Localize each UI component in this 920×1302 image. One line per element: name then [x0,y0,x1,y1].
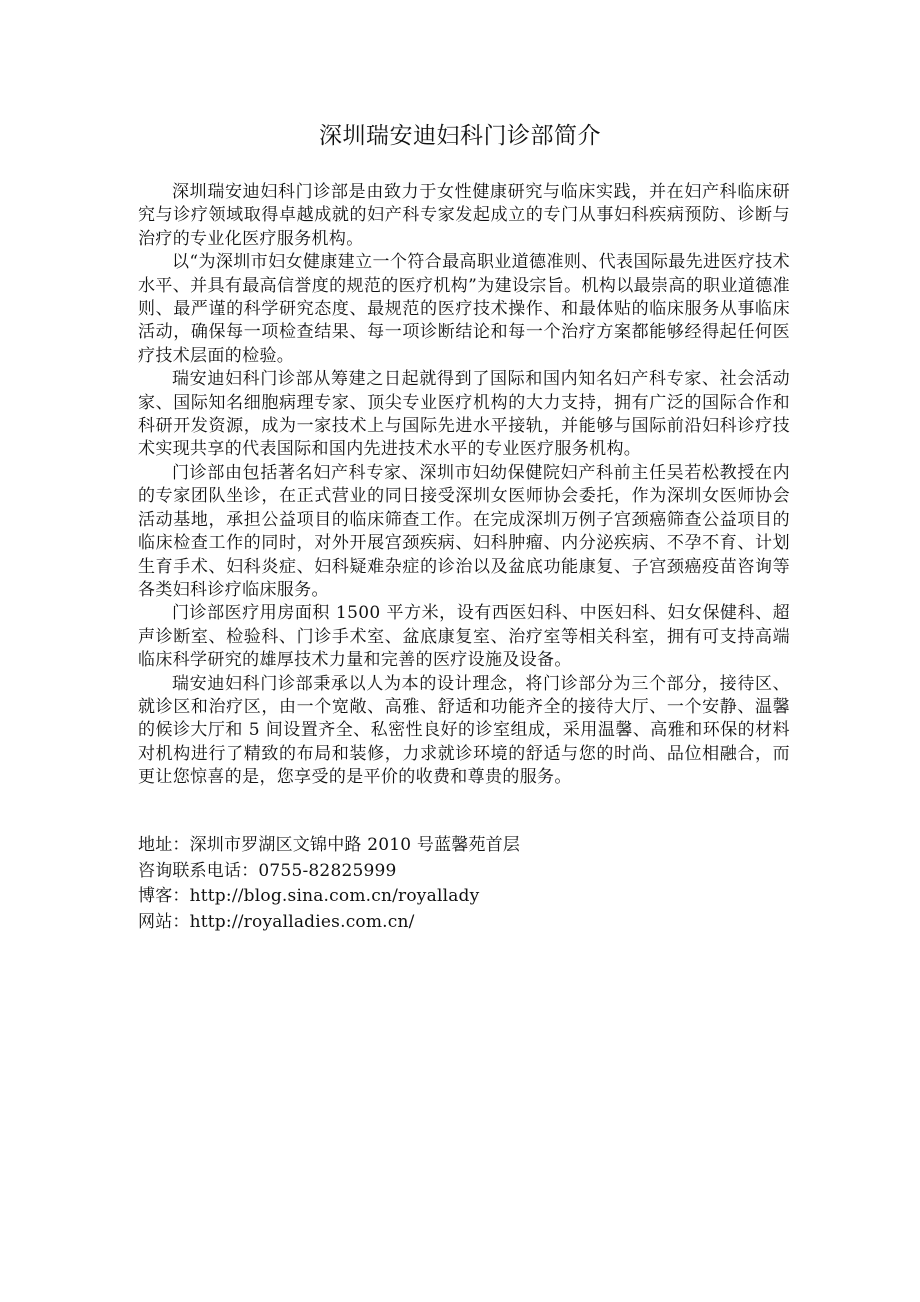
paragraph-design: 瑞安迪妇科门诊部秉承以人为本的设计理念，将门诊部分为三个部分，接待区、就诊区和治疗区，由一个宽敞、高雅、舒适和功能齐全的接待大厅、一个安静、温馨的候诊大厅和 5 间设置齐全、私密性良好的诊室组成，采用温馨、高雅和环保的材料对机构进行了精致的布局和装修，力求就诊环境的舒适与您的时尚、品位相融合，而更让您惊喜的是，您享受的是平价的收费和尊贵的服务。 [138,673,790,788]
paragraph-facilities: 门诊部医疗用房面积 1500 平方米，设有西医妇科、中医妇科、妇女保健科、超声诊断室、检验科、门诊手术室、盆底康复室、治疗室等相关科室，拥有可支持高端临床科学研究的雄厚技术力量和完善的医疗设施及设备。 [138,603,790,671]
intro-body [138,181,790,790]
paragraph-experts: 门诊部由包括著名妇产科专家、深圳市妇幼保健院妇产科前主任吴若松教授在内的专家团队坐诊，在正式营业的同日接受深圳女医师协会委托，作为深圳女医师协会活动基地，承担公益项目的临床筛查工作。在完成深圳万例子宫颈癌筛查公益项目的临床检查工作的同时，对外开展宫颈疾病、妇科肿瘤、内分泌疾病、不孕不育、计划生育手术、妇科炎症、妇科疑难杂症的诊治以及盆底功能康复、子宫颈癌疫苗咨询等各类妇科诊疗临床服务。 [138,462,790,600]
address-line: 地址：深圳市罗湖区文锦中路 2010 号蓝馨苑首层 [138,835,521,855]
website-line: 网站：http://royalladies.com.cn/ [138,911,415,932]
blog-line: 博客：http://blog.sina.com.cn/royallady [138,886,480,906]
document-title: 深圳瑞安迪妇科门诊部简介 [319,123,601,149]
paragraph-mission: 以“为深圳市妇女健康建立一个符合最高职业道德准则、代表国际最先进医疗技术水平、并具有最高信誉度的规范的医疗机构”为建设宗旨。机构以最崇高的职业道德准则、最严谨的科学研究态度、最规范的医疗技术操作、和最体贴的临床服务从事临床活动，确保每一项检查结果、每一项诊断结论和每一个治疗方案都能够经得起任何医疗技术层面的检验。 [138,252,790,366]
contact-block [138,833,790,935]
paragraph-intro: 深圳瑞安迪妇科门诊部是由致力于女性健康研究与临床实践，并在妇产科临床研究与诊疗领域取得卓越成就的妇产科专家发起成立的专门从事妇科疾病预防、诊断与治疗的专业化医疗服务机构。 [138,182,790,249]
paragraph-support: 瑞安迪妇科门诊部从筹建之日起就得到了国际和国内知名妇产科专家、社会活动家、国际知名细胞病理专家、顶尖专业医疗机构的大力支持，拥有广泛的国际合作和科研开发资源，成为一家技术上与国际先进水平接轨，并能够与国际前沿妇科诊疗技术实现共享的代表国际和国内先进技术水平的专业医疗服务机构。 [138,369,790,460]
phone-line: 咨询联系电话：0755-82825999 [138,860,397,881]
